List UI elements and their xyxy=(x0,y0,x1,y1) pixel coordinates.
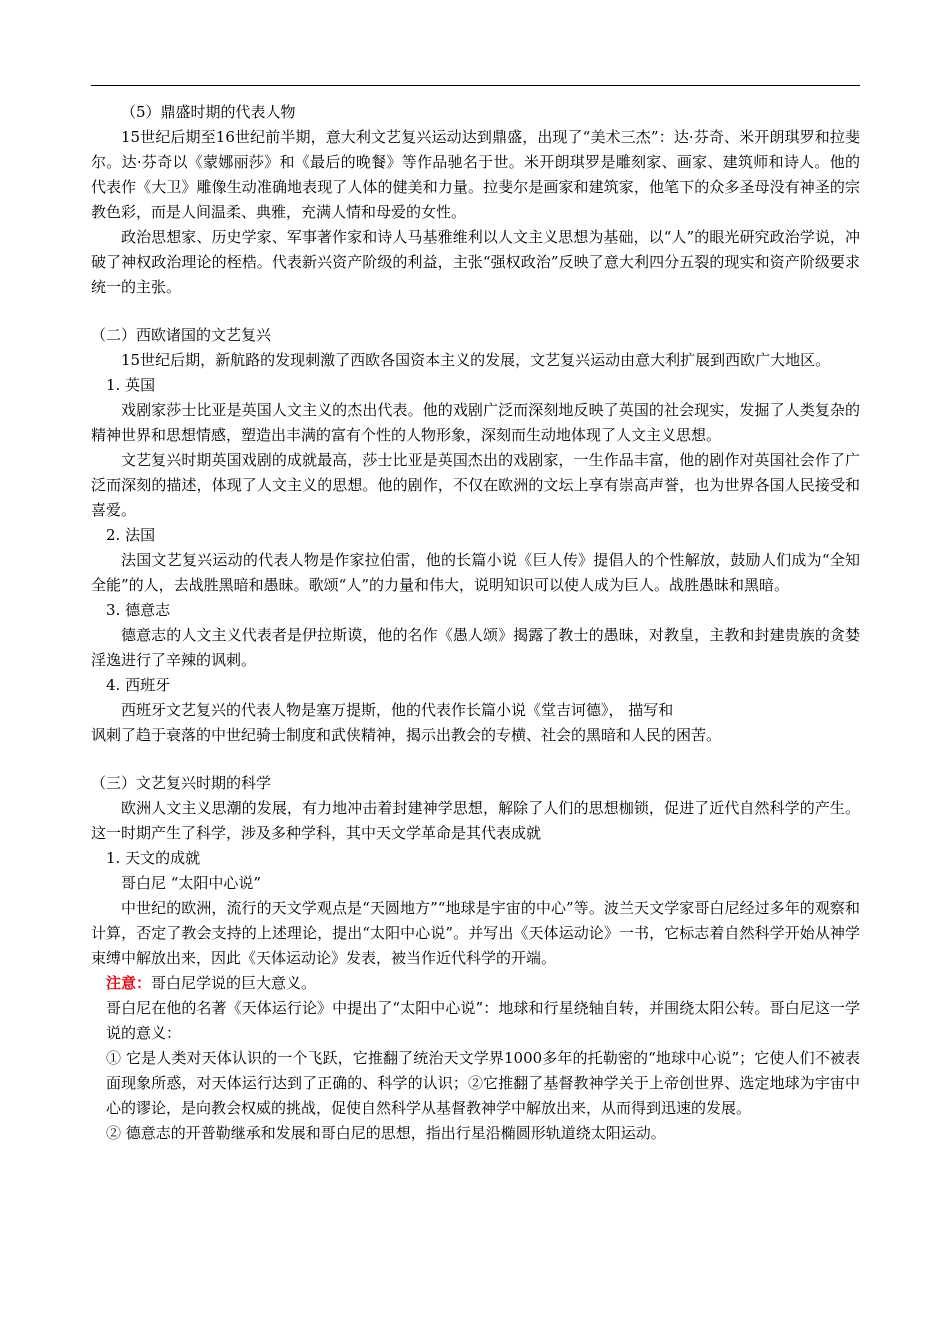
paragraph-copernicus-significance: 哥白尼在他的名著《天体运行论》中提出了“太阳中心说”：地球和行星绕轴自转，并围绕太阳公转。哥白尼这一学说的意义： xyxy=(106,999,860,1042)
document-body xyxy=(91,100,860,1146)
paragraph-three-masters: 15世纪后期至16世纪前半期，意大利文艺复兴运动达到鼎盛，出现了“美术三杰”：达·芬奇、米开朗琪罗和拉斐尔。达·芬奇以《蒙娜丽莎》和《最后的晚餐》等作品驰名于世。米开朗琪罗是雕刻家、画家、建筑师和诗人。他的代表作《大卫》雕像生动准确地表现了人体的健美和力量。拉斐尔是画家和建筑家，他笔下的众多圣母没有神圣的宗教色彩，而是人间温柔、典雅，充满人情和母爱的女性。 xyxy=(91,128,860,221)
paragraph-heliocentric-title: 哥白尼 “太阳中心说” xyxy=(121,874,262,892)
subheading-astronomy: 1. 天文的成就 xyxy=(106,849,201,867)
paragraph-cervantes-line1: 西班牙文艺复兴的代表人物是塞万提斯，他的代表作长篇小说《堂吉诃德》， 描写和 xyxy=(121,701,674,719)
header-rule xyxy=(91,85,860,86)
section-heading-western-europe: （二）西欧诸国的文艺复兴 xyxy=(91,326,272,344)
paragraph-rabelais: 法国文艺复兴运动的代表人物是作家拉伯雷，他的长篇小说《巨人传》提倡人的个性解放，鼓励人们成为“全知全能”的人，去战胜黑暗和愚昧。歌颂“人”的力量和伟大，说明知识可以使人成为巨人。战胜愚昧和黑暗。 xyxy=(91,551,860,594)
section-heading-science: （三）文艺复兴时期的科学 xyxy=(91,774,272,792)
paragraph-shakespeare: 戏剧家莎士比亚是英国人文主义的杰出代表。他的戏剧广泛而深刻地反映了英国的社会现实，发掘了人类复杂的精神世界和思想情感，塑造出丰满的富有个性的人物形象，深刻而生动地体现了人文主义思想。 xyxy=(91,401,860,444)
paragraph-significance-points: ① 它是人类对天体认识的一个飞跃，它推翻了统治天文学界1000多年的托勒密的“地球中心说”；它使人们不被表面现象所惑，对天体运行达到了正确的、科学的认识；②它推翻了基督教神学关于上帝创世界、选定地球为宇宙中心的谬论，是向教会权威的挑战，促使自然科学从基督教神学中解放出来，从而得到迅速的发展。 xyxy=(106,1049,860,1117)
paragraph-science-intro: 欧洲人文主义思潮的发展，有力地冲击着封建神学思想，解除了人们的思想枷锁，促进了近代自然科学的产生。这一时期产生了科学，涉及多种学科，其中天文学革命是其代表成就 xyxy=(91,799,860,842)
subheading-germany: 3. 德意志 xyxy=(106,601,171,619)
paragraph-erasmus: 德意志的人文主义代表者是伊拉斯谟，他的名作《愚人颂》揭露了教士的愚昧，对教皇，主教和封建贵族的贪婪淫逸进行了辛辣的讽刺。 xyxy=(91,626,860,669)
paragraph-copernicus: 中世纪的欧洲，流行的天文学观点是“天圆地方”“地球是宇宙的中心”等。波兰天文学家哥白尼经过多年的观察和计算，否定了教会支持的上述理论，提出“太阳中心说”。并写出《天体运动论》一书，它标志着自然科学开始从神学束缚中解放出来，因此《天体运动论》发表，被当作近代科学的开端。 xyxy=(91,899,860,967)
subheading-spain: 4. 西班牙 xyxy=(106,676,171,694)
heading-peak-figures: （5）鼎盛时期的代表人物 xyxy=(121,103,296,121)
paragraph-machiavelli: 政治思想家、历史学家、军事著作家和诗人马基雅维利以人文主义思想为基础，以“人”的眼光研究政治学说，冲破了神权政治理论的桎梏。代表新兴资产阶级的利益，主张“强权政治”反映了意大利四分五裂的现实和资产阶级要求统一的主张。 xyxy=(91,228,860,296)
subheading-england: 1. 英国 xyxy=(106,376,156,394)
paragraph-kepler: ② 德意志的开普勒继承和发展和哥白尼的思想，指出行星沿椭圆形轨道绕太阳运动。 xyxy=(106,1124,666,1142)
note-text: 哥白尼学说的巨大意义。 xyxy=(151,974,317,992)
paragraph-spread: 15世纪后期，新航路的发现刺激了西欧各国资本主义的发展，文艺复兴运动由意大利扩展到西欧广大地区。 xyxy=(121,351,831,369)
paragraph-english-drama: 文艺复兴时期英国戏剧的成就最高，莎士比亚是英国杰出的戏剧家，一生作品丰富，他的剧作对英国社会作了广泛而深刻的描述，体现了人文主义的思想。他的剧作，不仅在欧洲的文坛上享有崇高声誉，也为世界各国人民接受和喜爱。 xyxy=(91,451,860,519)
paragraph-cervantes-line2: 讽刺了趋于衰落的中世纪骑士制度和武侠精神，揭示出教会的专横、社会的黑暗和人民的困苦。 xyxy=(91,726,722,744)
note-label: 注意： xyxy=(106,974,152,992)
subheading-france: 2. 法国 xyxy=(106,526,156,544)
note-line xyxy=(91,971,860,996)
